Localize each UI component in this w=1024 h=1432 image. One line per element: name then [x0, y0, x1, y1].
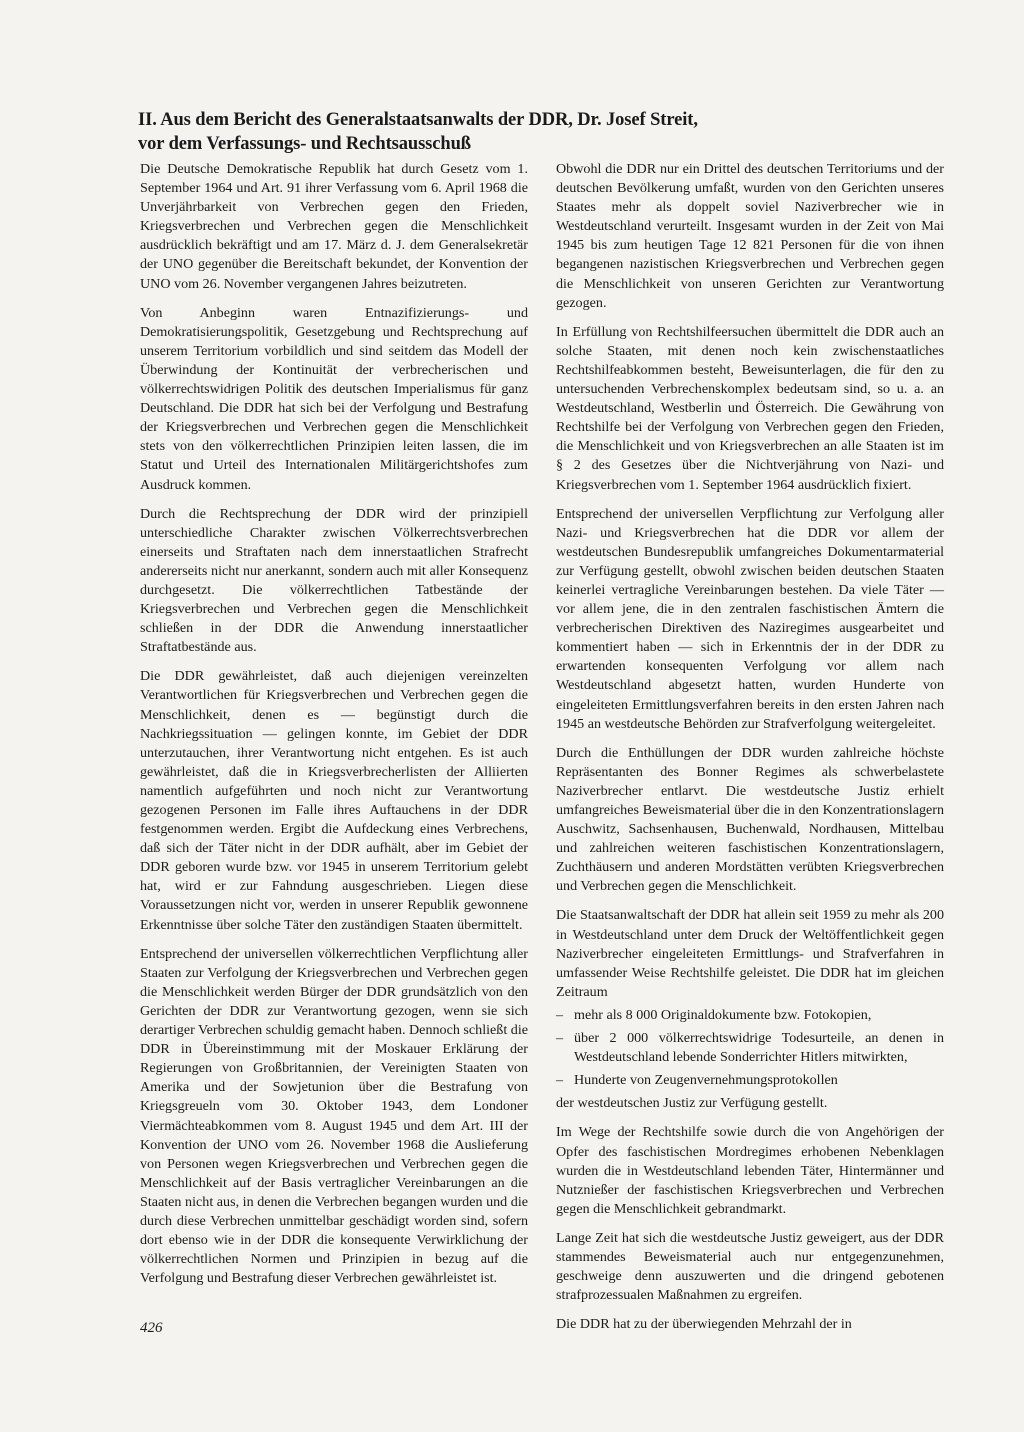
page-number: 426 — [140, 1320, 163, 1336]
left-column — [140, 160, 528, 1298]
paragraph: In Erfüllung von Rechtshilfeersuchen übermittelt die DDR auch an solche Staaten, mit denen noch kein zwischenstaatliches Rechtshilfeabkommen besteht, Beweisunterlagen, die für den zu untersuchenden Verbrechenskomplex bedeutsam sind, so u. a. an Westdeutschland, Westberlin und Österreich. Die Gewährung von Rechtshilfe bei der Verfolgung von Verbrechen gegen den Frieden, die Menschlichkeit und von Kriegsverbrechen an alle Staaten ist im § 2 des Gesetzes über die Nichtverjährung von Nazi- und Kriegsverbrechen vom 1. September 1964 ausdrücklich fixiert. — [556, 323, 944, 493]
paragraph: Durch die Enthüllungen der DDR wurden zahlreiche höchste Repräsentanten des Bonner Regimes als schwerbelastete Naziverbrecher entlarvt. Die westdeutsche Justiz erhielt umfangreiches Beweismaterial über die in den Konzentrationslagern Auschwitz, Sachsenhausen, Buchenwald, Nordhausen, Mittelbau und zahlreichen weiteren faschistischen Konzentrationslagern, Zuchthäusern und anderen Mordstätten verübten Kriegsverbrechen und Verbrechen gegen die Menschlichkeit. — [556, 744, 944, 895]
section-title — [138, 108, 958, 156]
dash-list — [556, 1006, 944, 1090]
paragraph: Die DDR hat zu der überwiegenden Mehrzahl der in — [556, 1316, 852, 1333]
paragraph: Durch die Rechtsprechung der DDR wird der prinzipiell unterschiedliche Charakter zwischen Völkerrechtsverbrechen einerseits und Straftaten nach dem innerstaatlichen Strafrecht andererseits nicht nur anerkannt, sondern auch mit aller Konsequenz durchgesetzt. Die völkerrechtlichen Tatbestände der Kriegsverbrechen und Verbrechen gegen die Menschlichkeit schließen in der DDR die Anwendung innerstaatlicher Straftatbestände aus. — [140, 505, 528, 656]
paragraph: Von Anbeginn waren Entnazifizierungs- und Demokratisierungspolitik, Gesetzgebung und Rechtsprechung auf unserem Territorium vorbildlich und sind seitdem das Modell der Überwindung der Kontinuität der verbrecherischen und völkerrechtswidrigen Politik des deutschen Imperialismus für ganz Deutschland. Die DDR hat sich bei der Verfolgung und Bestrafung der Kriegsverbrechen und Verbrechen gegen die Menschlichkeit stets von den völkerrechtlichen Prinzipien leiten lassen, die im Statut und Urteil des Internationalen Militärgerichtshofes zum Ausdruck kommen. — [140, 304, 528, 493]
list-item: – Hunderte von Zeugenvernehmungsprotokollen — [556, 1071, 944, 1090]
paragraph: Obwohl die DDR nur ein Drittel des deutschen Territoriums und der deutschen Bevölkerung umfaßt, wurden von den Gerichten unseres Staates mehr als doppelt soviel Naziverbrecher wie in Westdeutschland verurteilt. Insgesamt wurden in der Zeit von Mai 1945 bis zum heutigen Tage 12 821 Personen für die von ihnen begangenen nazistischen Kriegsverbrechen und Verbrechen gegen die Menschlichkeit von unseren Gerichten zur Verantwortung gezogen. — [556, 161, 944, 311]
section-title-line-1: II. Aus dem Bericht des Generalstaatsanwalts der DDR, Dr. Josef Streit, — [138, 110, 698, 130]
paragraph: Die Staatsanwaltschaft der DDR hat allein seit 1959 zu mehr als 200 in Westdeutschland unter dem Druck der Weltöffentlichkeit gegen Naziverbrecher eingeleiteten Ermittlungs- und Strafverfahren in umfassender Weise Rechtshilfe geleistet. Die DDR hat im gleichen Zeitraum — [556, 907, 944, 1000]
paragraph: Lange Zeit hat sich die westdeutsche Justiz geweigert, aus der DDR stammendes Beweismaterial auch nur entgegenzunehmen, geschweige denn auszuwerten und die dringend gebotenen strafprozessualen Maßnahmen zu ergreifen. — [556, 1229, 944, 1304]
section-title-line-2: vor dem Verfassungs- und Rechtsausschuß — [138, 134, 471, 154]
paragraph: der westdeutschen Justiz zur Verfügung gestellt. — [556, 1095, 828, 1112]
paragraph: Im Wege der Rechtshilfe sowie durch die von Angehörigen der Opfer des faschistischen Mordregimes erhobenen Nebenklagen wurden die in Westdeutschland lebenden Täter, Hintermänner und Nutznießer der faschistischen Kriegsverbrechen und Verbrechen gegen die Menschlichkeit gebrandmarkt. — [556, 1124, 944, 1217]
paragraph: Entsprechend der universellen Verpflichtung zur Verfolgung aller Nazi- und Kriegsverbrechen hat die DDR vor allem der westdeutschen Bundesrepublik umfangreiches Dokumentarmaterial zur Verfügung gestellt, obwohl zwischen beiden deutschen Staaten keinerlei vertragliche Vereinbarungen bestehen. Da viele Täter — vor allem jene, die in den zentralen faschistischen Ämtern die verbrecherischen Direktiven des Naziregimes ausgearbeitet und kommentiert haben — sich in Erkenntnis der in der DDR zu erwartenden konsequenten Verfolgung vor allem nach Westdeutschland abgesetzt hatten, wurden Hunderte von eingeleiteten Ermittlungsverfahren bereits in den ersten Jahren nach 1945 an westdeutsche Behörden zur Strafverfolgung weitergeleitet. — [556, 505, 944, 732]
paragraph: Entsprechend der universellen völkerrechtlichen Verpflichtung aller Staaten zur Verfolgung der Kriegsverbrechen und Verbrechen gegen die Menschlichkeit werden Bürger der DDR grundsätzlich von den Gerichten der DDR zur Verantwortung gezogen, wenn sie sich derartiger Verbrechen schuldig gemacht haben. Dennoch schließt die DDR in Übereinstimmung mit der Moskauer Erklärung der Regierungen von Großbritannien, der Vereinigten Staaten von Amerika und der Sowjetunion über die Bestrafung von Kriegsgreueln vom 30. Oktober 1943, dem Londoner Viermächteabkommen vom 8. August 1945 und dem Art. III der Konvention der UNO vom 26. November 1968 die Auslieferung von Personen wegen Kriegsverbrechen und Verbrechen gegen die Menschlichkeit auf der Basis vertraglicher Vereinbarungen an die Staaten nicht aus, in denen die Verbrechen begangen wurden und die durch diese Verbrechen unmittelbar geschädigt worden sind, sofern dort ebenso wie in der DDR die konsequente Verwirklichung der völkerrechtlichen Normen und Prinzipien in bezug auf die Verfolgung und Bestrafung dieser Verbrechen gewährleistet ist. — [140, 945, 528, 1287]
paragraph: Die DDR gewährleistet, daß auch diejenigen vereinzelten Verantwortlichen für Kriegsverbrechen und Verbrechen gegen die Menschlichkeit, denen es — begünstigt durch die Nachkriegssituation — gelingen konnte, im Gebiet der DDR unterzutauchen, ihrer Verantwortung nicht entgehen. Es ist auch gewährleistet, daß die in Kriegsverbrecherlisten der Alliierten namentlich aufgeführten und noch nicht zur Verantwortung gezogenen Personen im Falle ihres Auftauchens in der DDR festgenommen werden. Ergibt die Aufdeckung eines Verbrechens, daß sich der Täter nicht in der DDR aufhält, aber im Gebiet der DDR geboren wurde bzw. vor 1945 in unserem Territorium gelebt hat, wird er zur Fahndung ausgeschrieben. Liegen diese Voraussetzungen nicht vor, werden in unserer Republik gewonnene Erkenntnisse über solche Täter den zuständigen Staaten übermittelt. — [140, 668, 528, 933]
list-item: – über 2 000 völkerrechtswidrige Todesurteile, an denen in Westdeutschland lebende Sonderrichter Hitlers mitwirkten, — [556, 1029, 944, 1067]
right-column — [556, 160, 944, 1344]
paragraph: Die Deutsche Demokratische Republik hat durch Gesetz vom 1. September 1964 und Art. 91 ihrer Verfassung vom 6. April 1968 die Unverjährbarkeit von Verbrechen gegen den Frieden, Kriegsverbrechen und Verbrechen gegen die Menschlichkeit ausdrücklich bekräftigt und am 17. März d. J. dem Generalsekretär der UNO gegenüber die Bereitschaft bekundet, der Konvention der UNO vom 26. November vergangenen Jahres beizutreten. — [140, 161, 528, 292]
list-item: – mehr als 8 000 Originaldokumente bzw. Fotokopien, — [556, 1006, 944, 1025]
